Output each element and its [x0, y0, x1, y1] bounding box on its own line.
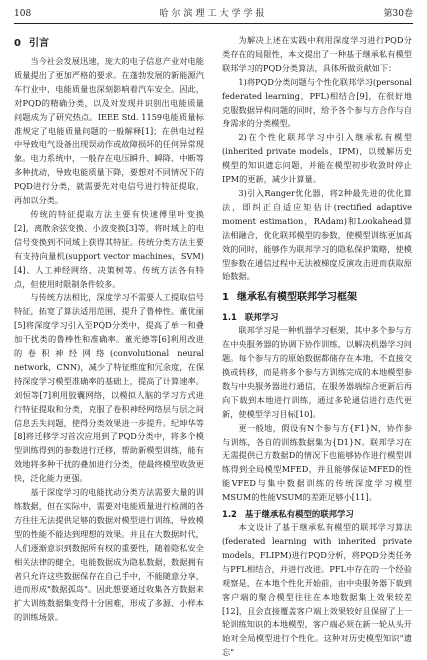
contribution-item-3: 3)引入Ranger优化器，将2种最先进的优化算法，即纠正自适应矩估计(rectified adaptive moment estimation，RAdam)和Lookahead算法相融合，优化联邦模型的参数，使模型训练更加高效的同时，能够作为联邦学习的隐私保护策略，使模型参数在通信过程中无法被梯度反演攻击进而获取原始数据。 [222, 187, 412, 282]
subsection-number: 1.1 [222, 312, 237, 323]
fl-paragraph-2: 更一般地，假设有N个参与方{F1}N，协作参与训练，各自的训练数据集为{D1}N。联邦学习在无需提供已方数据D的情况下也能够协作进行模型训练得到全局模型MFED，并且能够保证MFED的性能VFED与集中数据训练的传统深度学习模型MSUM的性能VSUM的差距足够小[11]。 [222, 422, 412, 503]
intro-paragraph-4: 基于深度学习的电能扰动分类方法需要大量的训练数据，但在实际中，需要对电能质量进行检测的各方往往无法提供足够的数据对模型进行训练，导致模型的性能不能达到理想的效果。并且在大数据时代，人们逐渐意识到数据所有权的重要性，随着隐私安全相关法律的健全，电能数据成为隐私数据，数据拥有者只允许这些数据保存在自己手中，不能随意分享，进而形成"数据孤岛"。因此想要通过收集各方数据来扩大训练数据集变得十分困难，形成了多源、小样本的训练场景。 [14, 487, 204, 623]
section-number: 1 [222, 292, 229, 304]
left-column [14, 34, 204, 625]
contribution-item-1: 1)将PQD分类问题与个性化联邦学习(personal federated learning，PFL)相结合[9]，在很好地克服数据异构问题的同时，给予各个参与方合作与自身需求的分类模型。 [222, 76, 412, 129]
page-number: 108 [14, 9, 32, 19]
contribution-lead: 为解决上述在实践中利用深度学习进行PQD分类存在的局限性，本文提出了一种基于继承私有模型联邦学习的PQD分类算法，具体所做贡献如下： [222, 35, 412, 73]
fl-paragraph-1: 联邦学习是一种机器学习框架，其中多个参与方在中央服务器的协调下协作训练，以解决机器学习问题。每个参与方的原始数据都储存在本地，不直接交换或转移，而是将多个参与方训练完成的本地模型参数与中央服务器进行通信，在服务器端综合更新后再向下载到本地进行训练，通过多轮通信进行迭代更新，使模型学习目标[10]。 [222, 325, 412, 419]
journal-title: 哈尔滨理工大学学报 [159, 9, 268, 19]
subsection-number: 1.2 [222, 509, 237, 520]
running-header [14, 6, 413, 22]
subsection-heading-federated-learning [222, 310, 412, 324]
section-title: 继承私有模型联邦学习框架 [236, 292, 357, 304]
section-heading-framework [222, 288, 412, 308]
subsection-title: 基于继承私有模型的联邦学习 [244, 509, 354, 520]
volume-label: 第30卷 [383, 9, 413, 19]
subsection-heading-ipm [222, 507, 412, 521]
intro-paragraph-2: 传统的特征提取方法主要有快速傅里叶变换[2]，离散余弦变换、小波变换[3]等，将时域上的电信号变换到不同域上获得其特征。传统分类方法主要有支持向量机(support vector machines，SVM)[4]、人工神经网络、决策树等。传统方法各有特点，但使用时限制条件较多。 [14, 208, 204, 289]
ipm-paragraph-1: 本文设计了基于继承私有模型的联邦学习算法(federated learning with inherited private models，FLIPM)进行PQD分析，将PQD分类任务与PFL相结合，并进行改进。PFL中存在的一个经验观察是，在本地个性化开始前，由中央服务器下载到客户端的聚合模型往往在本地数据集上效果较差[12]，且会直接覆盖客户端上效果较好且保留了上一轮训练知识的本地模型，客户端必须在新一轮从头开始对全局模型进行个性化。这种对历史模型知识"遗忘" [222, 522, 412, 658]
section-heading-introduction [14, 34, 204, 54]
intro-paragraph-1: 当今社会发展迅速，庞大的电子信息产业对电能质量提出了更加严格的要求。在蓬勃发展的新能源汽车行业中，电能质量也深刻影响着汽车安全。因此，对PQD的精确分类，以及对发现并识别出电能质量问题成为了研究热点。IEEE Std. 1159电能质量标准规定了电能质量问题的一般解释[1]；在供电过程中导致电气设备出现误动作或故障损坏的任何异常现象。电力系统中，一般存在电压瞬升、瞬降、中断等多种扰动，导致电能质量下降，要想对不同情况下的PQD进行分类，就需要先对电信号进行特征提取，再加以分类。 [14, 56, 204, 206]
section-number: 0 [14, 38, 21, 49]
contribution-item-2: 2)在个性化联邦学习中引入继承私有模型(inherited private models，IPM)，以缓解历史模型的知识遗忘问题，并能在模型初步收敛时停止IPM的更新，减少计算量。 [222, 132, 412, 185]
subsection-title: 联邦学习 [244, 312, 279, 323]
header-rule [14, 23, 413, 24]
right-column [222, 34, 412, 660]
section-title: 引言 [28, 38, 49, 49]
intro-paragraph-3: 与传统方法相比，深度学习不需要人工提取信号特征，拓宽了算法适用范围，提升了鲁棒性。董优丽[5]将深度学习引入至PQD分类中，提高了单一和叠加干扰类的鲁棒性和准确率。董光德等[6]利用改进的卷积神经网络(convolutional neural network，CNN)，减少了特征维度和冗余度，在保持深度学习模型准确率的基础上，提高了计算速率。刘恒等[7]利用胶囊网络，以模拟人脑的学习方式进行特征提取和分类，克服了卷积神经网络层与层之间信息丢失问题，使得分类效果进一步提升。纪坤华等[8]将迁移学习首次应用到了PQD分类中，将多个模型训练得到的参数进行迁移，帮助新模型训练，能有效地将多种干扰的叠加进行分类，使最终模型收敛更快，泛化能力更强。 [14, 292, 204, 484]
